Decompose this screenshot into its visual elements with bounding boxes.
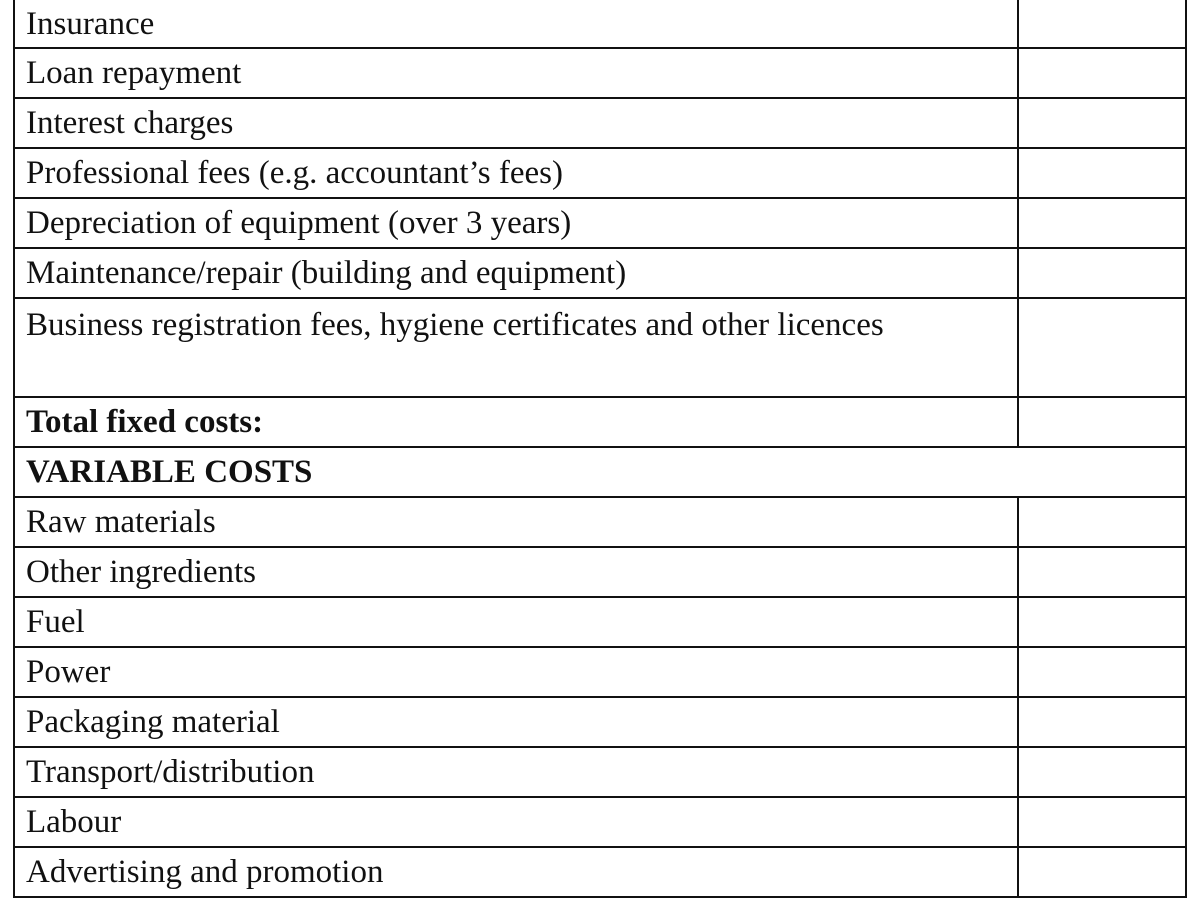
- table-row-advertising: [15, 848, 1185, 896]
- row-label: Fuel: [15, 598, 1019, 646]
- row-label: Advertising and promotion: [15, 848, 1019, 896]
- table-row-insurance: [15, 0, 1185, 49]
- amount-cell[interactable]: [1019, 548, 1185, 596]
- row-label: Interest charges: [15, 99, 1019, 147]
- table-row-power: [15, 648, 1185, 698]
- amount-cell[interactable]: [1019, 648, 1185, 696]
- table-row-loan-repayment: [15, 49, 1185, 99]
- amount-cell[interactable]: [1019, 199, 1185, 247]
- table-row-fuel: [15, 598, 1185, 648]
- row-label: Raw materials: [15, 498, 1019, 546]
- row-label: Other ingredients: [15, 548, 1019, 596]
- table-row-professional-fees: [15, 149, 1185, 199]
- amount-cell[interactable]: [1019, 0, 1185, 47]
- section-heading: VARIABLE COSTS: [26, 454, 313, 490]
- table-row-raw-materials: [15, 498, 1185, 548]
- amount-cell[interactable]: [1019, 698, 1185, 746]
- total-fixed-costs-amount[interactable]: [1019, 398, 1185, 446]
- table-row-depreciation: [15, 199, 1185, 249]
- row-label: Depreciation of equipment (over 3 years): [15, 199, 1019, 247]
- amount-cell[interactable]: [1019, 498, 1185, 546]
- row-label: Labour: [15, 798, 1019, 846]
- amount-cell[interactable]: [1019, 49, 1185, 97]
- amount-cell[interactable]: [1019, 249, 1185, 297]
- amount-cell[interactable]: [1019, 99, 1185, 147]
- table-row-total-fixed-costs: [15, 398, 1185, 448]
- row-label: Insurance: [15, 0, 1019, 47]
- amount-cell[interactable]: [1019, 149, 1185, 197]
- row-label: Business registration fees, hygiene certificates and other licences: [15, 299, 1019, 396]
- amount-cell[interactable]: [1019, 848, 1185, 896]
- row-label: Power: [15, 648, 1019, 696]
- table-row-transport: [15, 748, 1185, 798]
- row-label: Transport/distribution: [15, 748, 1019, 796]
- variable-costs-heading-row: [15, 448, 1185, 498]
- table-row-labour: [15, 798, 1185, 848]
- amount-cell[interactable]: [1019, 598, 1185, 646]
- amount-cell[interactable]: [1019, 299, 1185, 396]
- table-row-packaging-material: [15, 698, 1185, 748]
- table-row-registration-fees: [15, 299, 1185, 398]
- row-label: Professional fees (e.g. accountant’s fees): [15, 149, 1019, 197]
- total-fixed-costs-label: Total fixed costs:: [15, 398, 1019, 446]
- amount-cell[interactable]: [1019, 798, 1185, 846]
- row-label: Loan repayment: [15, 49, 1019, 97]
- table-row-interest-charges: [15, 99, 1185, 149]
- row-label: Packaging material: [15, 698, 1019, 746]
- table-row-other-ingredients: [15, 548, 1185, 598]
- row-label: Maintenance/repair (building and equipment): [15, 249, 1019, 297]
- table-row-maintenance: [15, 249, 1185, 299]
- cost-table: [13, 0, 1187, 898]
- amount-cell[interactable]: [1019, 748, 1185, 796]
